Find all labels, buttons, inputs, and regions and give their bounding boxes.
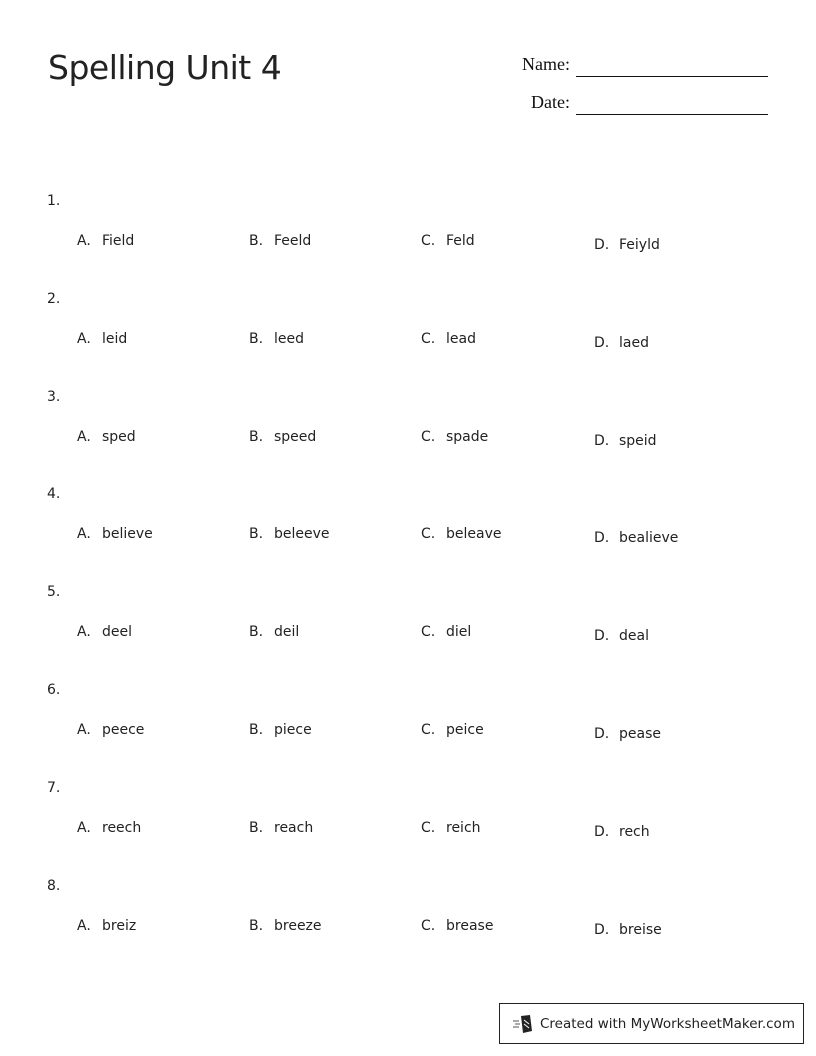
option-letter: C. xyxy=(421,624,436,641)
option-word: leid xyxy=(102,330,128,347)
option-letter: B. xyxy=(249,722,264,738)
option-word: believe xyxy=(102,526,153,543)
option-letter: B. xyxy=(249,428,264,445)
option-letter: C. xyxy=(421,722,436,738)
name-label: Name: xyxy=(522,54,570,74)
option-word: Field xyxy=(102,233,135,249)
option-letter: D. xyxy=(594,530,610,547)
option-letter: D. xyxy=(594,237,610,253)
option-word: breeze xyxy=(274,917,322,934)
option-word: deil xyxy=(274,624,300,641)
question-item xyxy=(0,780,816,870)
question-number: 2. xyxy=(47,290,61,307)
option-letter: A. xyxy=(77,819,91,836)
question-number: 6. xyxy=(47,682,61,698)
question-item xyxy=(0,878,816,968)
option-letter: A. xyxy=(77,428,91,445)
option-letter: A. xyxy=(77,526,91,543)
option-letter: B. xyxy=(249,233,264,249)
credit-text: Created with MyWorksheetMaker.com xyxy=(540,1015,795,1032)
question-number: 1. xyxy=(47,193,61,209)
option-letter: C. xyxy=(421,526,436,543)
option-letter: B. xyxy=(249,526,264,543)
option-word: diel xyxy=(446,624,472,641)
credit-badge[interactable] xyxy=(499,1003,804,1044)
option-word: beleave xyxy=(446,526,502,543)
option-letter: B. xyxy=(249,917,264,934)
option-word: breiz xyxy=(102,917,137,934)
question-item xyxy=(0,682,816,772)
option-word: reech xyxy=(102,819,142,836)
option-word: lead xyxy=(446,330,476,347)
question-item xyxy=(0,291,816,381)
option-letter: A. xyxy=(77,917,91,934)
option-letter: D. xyxy=(594,432,610,449)
question-item xyxy=(0,389,816,479)
option-letter: A. xyxy=(77,330,91,347)
option-word: Feld xyxy=(446,233,475,249)
question-number: 3. xyxy=(47,388,61,405)
worksheet-logo-icon xyxy=(512,1014,534,1034)
option-letter: B. xyxy=(249,330,264,347)
option-word: reich xyxy=(446,819,481,836)
option-word: breise xyxy=(619,921,662,938)
option-word: reach xyxy=(274,819,314,836)
option-word: sped xyxy=(102,428,136,445)
date-label: Date: xyxy=(531,92,570,112)
option-letter: C. xyxy=(421,233,436,249)
question-number: 4. xyxy=(47,486,61,503)
option-letter: D. xyxy=(594,628,610,645)
option-word: peece xyxy=(102,722,145,738)
option-word: peice xyxy=(446,722,484,738)
page-title: Spelling Unit 4 xyxy=(48,48,282,87)
option-letter: B. xyxy=(249,819,264,836)
option-word: brease xyxy=(446,917,494,934)
option-word: deal xyxy=(619,628,649,645)
question-item xyxy=(0,486,816,576)
name-field[interactable] xyxy=(500,54,768,80)
question-item xyxy=(0,584,816,674)
question-number: 5. xyxy=(47,584,61,601)
name-line[interactable] xyxy=(576,76,768,77)
option-word: deel xyxy=(102,624,133,641)
option-word: Feiyld xyxy=(619,237,660,253)
option-letter: D. xyxy=(594,921,610,938)
option-letter: D. xyxy=(594,823,610,840)
option-word: beleeve xyxy=(274,526,330,543)
question-number: 8. xyxy=(47,877,61,894)
option-word: laed xyxy=(619,334,649,351)
option-letter: C. xyxy=(421,819,436,836)
option-word: speid xyxy=(619,432,657,449)
option-word: leed xyxy=(274,330,305,347)
option-word: bealieve xyxy=(619,530,679,547)
option-letter: D. xyxy=(594,334,610,351)
question-item xyxy=(0,193,816,283)
option-word: piece xyxy=(274,722,312,738)
date-field[interactable] xyxy=(500,92,768,118)
option-word: pease xyxy=(619,726,661,742)
option-letter: C. xyxy=(421,428,436,445)
option-word: rech xyxy=(619,823,650,840)
option-letter: D. xyxy=(594,726,610,742)
option-letter: A. xyxy=(77,624,91,641)
option-word: Feeld xyxy=(274,233,312,249)
option-letter: B. xyxy=(249,624,264,641)
option-letter: C. xyxy=(421,330,436,347)
question-number: 7. xyxy=(47,779,61,796)
option-letter: C. xyxy=(421,917,436,934)
option-word: spade xyxy=(446,428,489,445)
option-letter: A. xyxy=(77,233,91,249)
option-word: speed xyxy=(274,428,317,445)
date-line[interactable] xyxy=(576,114,768,115)
option-letter: A. xyxy=(77,722,91,738)
